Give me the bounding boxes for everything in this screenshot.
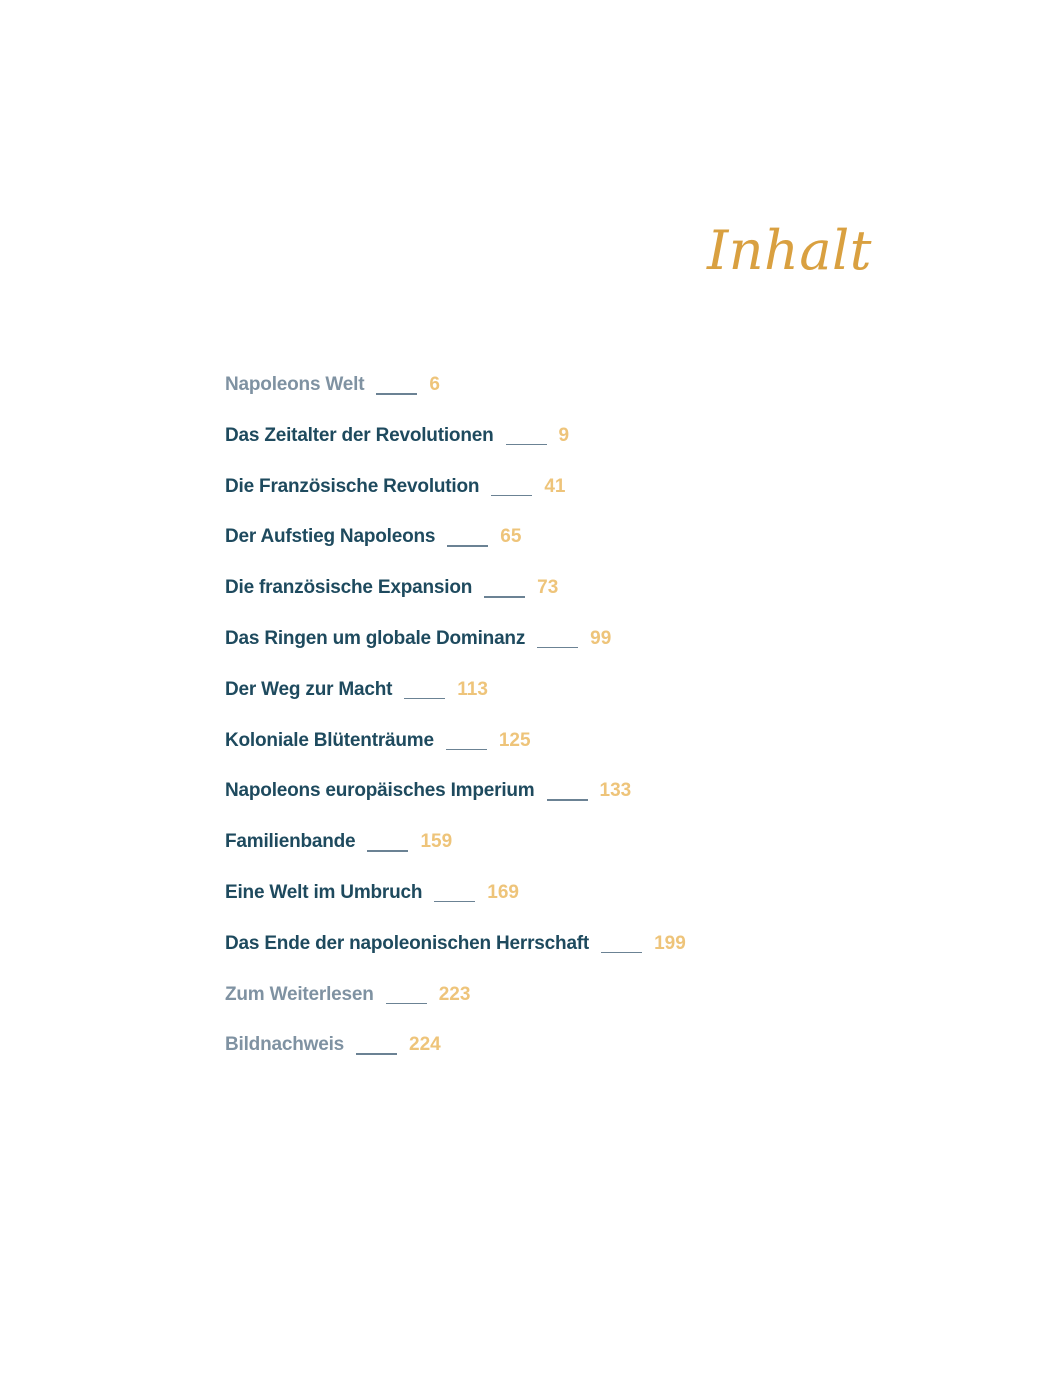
toc-page-number: 41 <box>544 475 566 497</box>
toc-entry[interactable] <box>225 522 686 573</box>
toc-page-number: 125 <box>498 729 531 751</box>
toc-entry[interactable] <box>225 929 686 980</box>
toc-leader-line <box>434 901 475 903</box>
toc-entry[interactable] <box>225 370 686 421</box>
toc-page-number: 224 <box>409 1034 441 1056</box>
toc-leader-line <box>356 1053 397 1055</box>
toc-leader-line <box>367 850 408 852</box>
toc-leader-line <box>601 952 642 954</box>
toc-leader-line <box>446 749 487 751</box>
toc-entry[interactable] <box>225 726 686 777</box>
toc-entry-label: Napoleons Welt <box>225 374 365 395</box>
table-of-contents <box>225 370 686 1081</box>
toc-page-number: 6 <box>429 374 440 395</box>
toc-leader-line <box>547 799 588 801</box>
toc-entry-label: Der Weg zur Macht <box>225 678 393 700</box>
toc-leader-line <box>447 545 488 547</box>
toc-entry[interactable] <box>225 421 686 472</box>
toc-entry-label: Das Ringen um globale Dominanz <box>225 627 526 649</box>
toc-page-number: 199 <box>654 932 686 954</box>
toc-entry[interactable] <box>225 573 686 624</box>
toc-page-number: 9 <box>558 424 570 446</box>
toc-entry-label: Napoleons europäisches Imperium <box>225 780 535 802</box>
toc-entry[interactable] <box>225 675 686 726</box>
toc-page-number: 113 <box>457 678 488 700</box>
toc-entry[interactable] <box>225 878 686 929</box>
toc-page-number: 223 <box>438 983 471 1005</box>
toc-entry-label: Familienbande <box>225 831 356 853</box>
toc-entry-label: Eine Welt im Umbruch <box>225 881 423 903</box>
toc-leader-line <box>386 1003 427 1005</box>
page-title: Inhalt <box>706 219 872 283</box>
toc-entry[interactable] <box>225 776 686 827</box>
toc-page-number: 159 <box>420 831 453 853</box>
toc-entry-label: Das Zeitalter der Revolutionen <box>225 424 494 446</box>
toc-page-number: 73 <box>537 577 559 599</box>
toc-entry[interactable] <box>225 472 686 523</box>
toc-entry-label: Der Aufstieg Napoleons <box>225 526 436 548</box>
toc-leader-line <box>484 596 525 598</box>
toc-entry-label: Koloniale Blütenträume <box>225 729 434 751</box>
toc-leader-line <box>506 444 547 446</box>
toc-entry[interactable] <box>225 624 686 675</box>
toc-entry[interactable] <box>225 980 686 1031</box>
toc-page-number: 99 <box>590 627 612 649</box>
toc-page-number: 65 <box>500 526 522 548</box>
toc-entry-label: Die französische Expansion <box>225 577 473 599</box>
toc-entry-label: Bildnachweis <box>225 1034 345 1056</box>
toc-entry-label: Zum Weiterlesen <box>225 983 374 1005</box>
toc-entry[interactable] <box>225 827 686 878</box>
toc-page-number: 133 <box>599 780 632 802</box>
toc-entry-label: Das Ende der napoleonischen Herrschaft <box>225 932 590 954</box>
toc-entry[interactable] <box>225 1030 686 1081</box>
toc-leader-line <box>404 698 445 700</box>
toc-page-number: 169 <box>487 881 519 903</box>
toc-leader-line <box>376 393 417 395</box>
toc-leader-line <box>537 647 578 649</box>
toc-entry-label: Die Französische Revolution <box>225 475 480 497</box>
toc-leader-line <box>491 495 532 497</box>
